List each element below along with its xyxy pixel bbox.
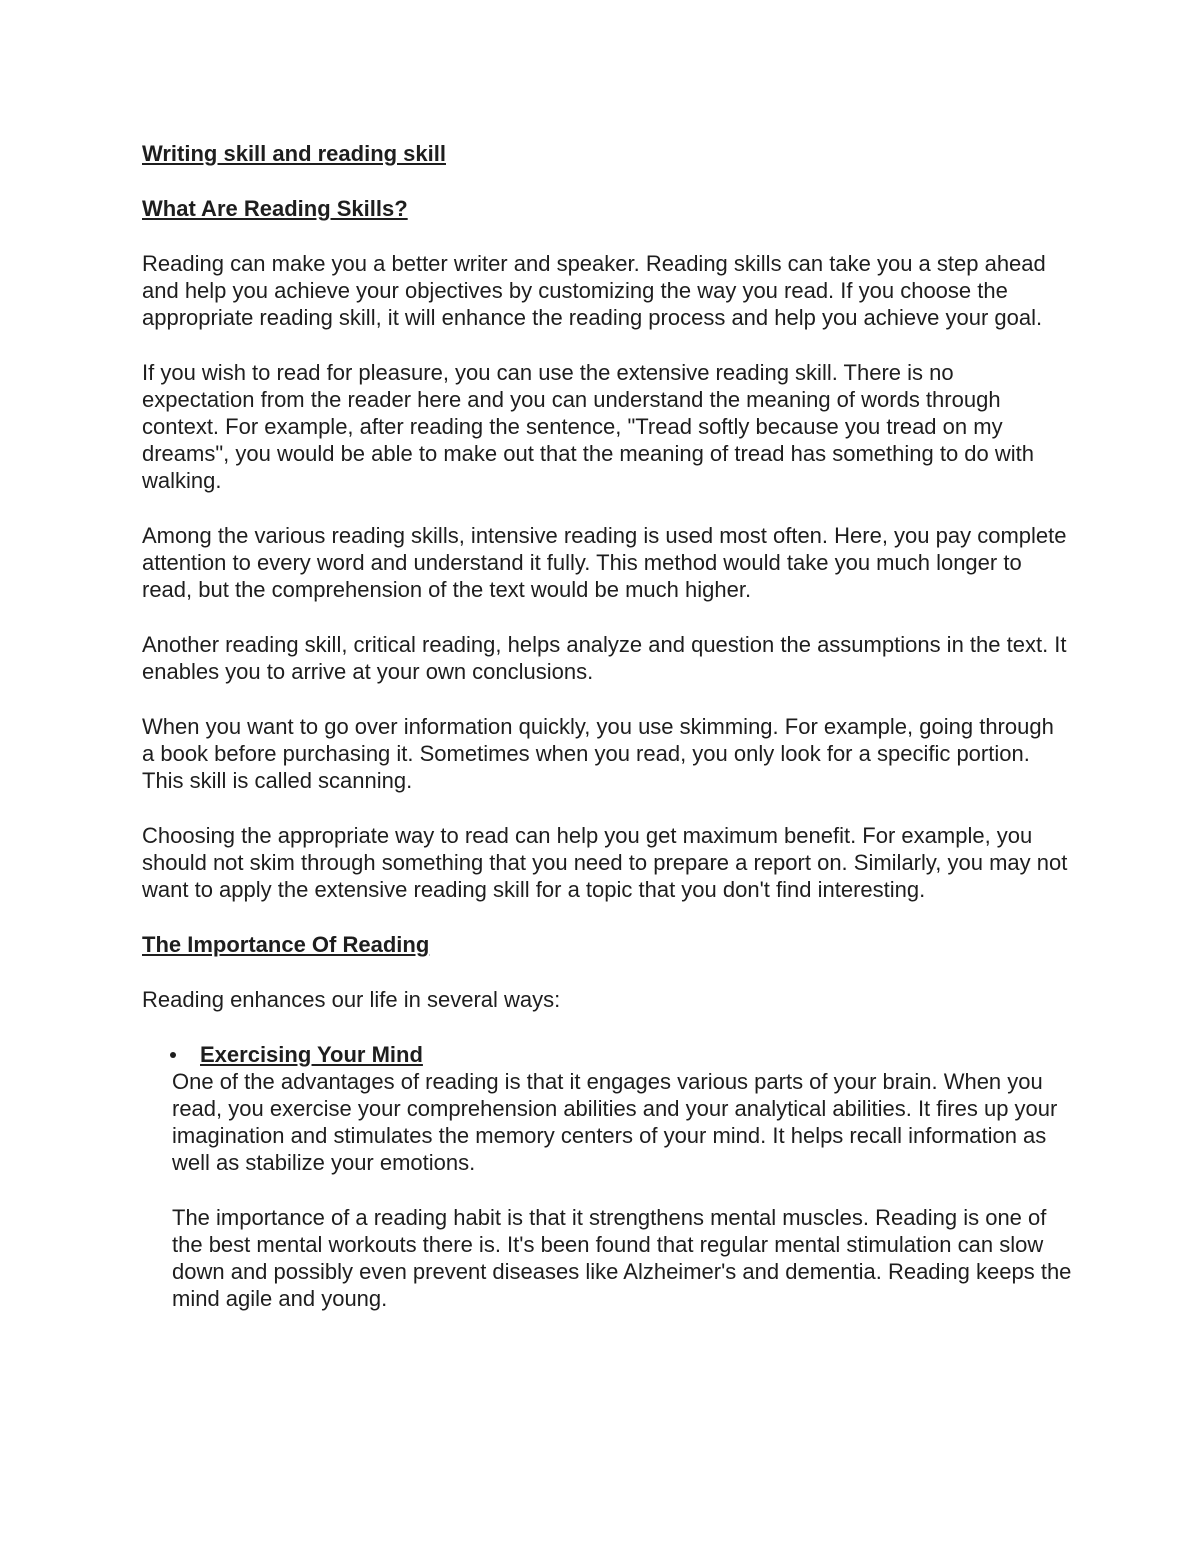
document-page: [142, 140, 1072, 1340]
section-heading-reading-skills: What Are Reading Skills?: [142, 196, 408, 221]
bullet-body: [172, 1068, 1072, 1312]
paragraph: One of the advantages of reading is that it engages various parts of your brain. When you read, you exercise your comprehension abilities and your analytical abilities. It fires up your imagination and stimulates the memory centers of your mind. It helps recall information as well as stabilize your emotions.: [172, 1069, 1058, 1175]
section-heading-importance: The Importance Of Reading: [142, 932, 430, 957]
bullet-title: Exercising Your Mind: [200, 1042, 423, 1067]
bullet-list: [142, 1041, 1072, 1312]
bullet-icon: [170, 1052, 176, 1058]
section-intro: Reading enhances our life in several ways:: [142, 987, 561, 1012]
paragraph: When you want to go over information quickly, you use skimming. For example, going through a book before purchasing it. Sometimes when you read, you only look for a specific portion. This skill is called scanning.: [142, 714, 1054, 793]
paragraph: Among the various reading skills, intensive reading is used most often. Here, you pay complete attention to every word and understand it fully. This method would take you much longer to read, but the comprehension of the text would be much higher.: [142, 523, 1067, 602]
list-item: [142, 1041, 1072, 1312]
paragraph: The importance of a reading habit is that it strengthens mental muscles. Reading is one of the best mental workouts there is. It's been found that regular mental stimulation can slow down and possibly even prevent diseases like Alzheimer's and dementia. Reading keeps the mind agile and young.: [172, 1205, 1072, 1311]
paragraph: If you wish to read for pleasure, you can use the extensive reading skill. There is no expectation from the reader here and you can understand the meaning of words through context. For example, after reading the sentence, "Tread softly because you tread on my dreams", you would be able to make out that the meaning of tread has something to do with walking.: [142, 360, 1035, 493]
paragraph: Reading can make you a better writer and speaker. Reading skills can take you a step ahead and help you achieve your objectives by customizing the way you read. If you choose the appropriate reading skill, it will enhance the reading process and help you achieve your goal.: [142, 251, 1046, 330]
document-title: Writing skill and reading skill: [142, 141, 446, 166]
paragraph: Another reading skill, critical reading, helps analyze and question the assumptions in the text. It enables you to arrive at your own conclusions.: [142, 632, 1067, 684]
paragraph: Choosing the appropriate way to read can help you get maximum benefit. For example, you should not skim through something that you need to prepare a report on. Similarly, you may not want to apply the extensive reading skill for a topic that you don't find interesting.: [142, 823, 1068, 902]
